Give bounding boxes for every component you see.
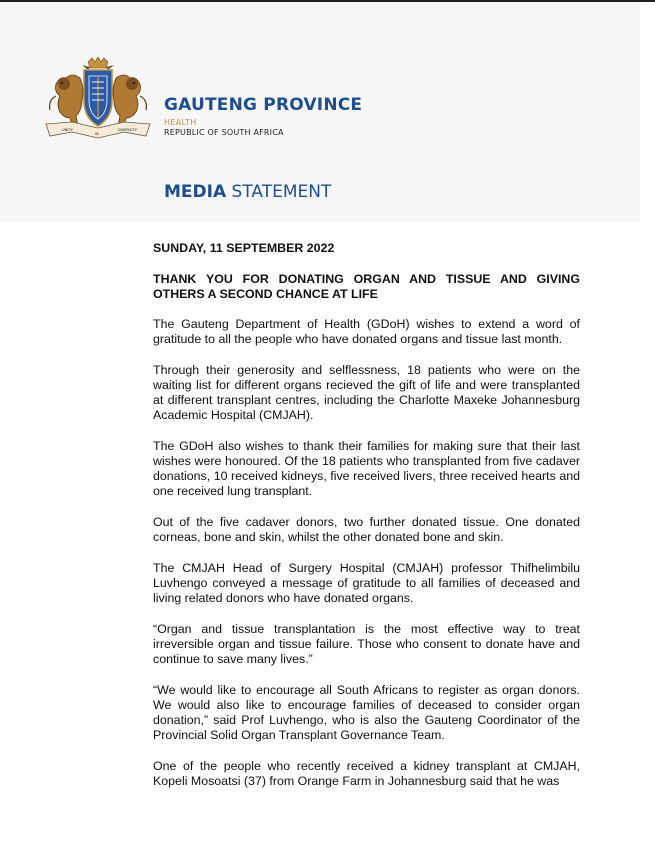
media-title-bold: MEDIA (164, 182, 227, 202)
paragraph: The Gauteng Department of Health (GDoH) wishes to extend a word of gratitude to all the people who have donated organs and tissue last month. (153, 317, 580, 346)
crest-banner-mid: IN (95, 132, 99, 136)
statement-date: SUNDAY, 11 SEPTEMBER 2022 (153, 241, 335, 255)
paragraph: The GDoH also wishes to thank their families for making sure that their last wishes were honoured. Of the 18 patients who transplanted from five cadaver donations, 10 received kidneys, five received livers, three received hearts and one received lung transplant. (153, 439, 580, 498)
country-name: REPUBLIC OF SOUTH AFRICA (164, 128, 284, 137)
crest-banner-right: DIVERSITY (118, 128, 137, 132)
department-name: HEALTH (164, 118, 197, 127)
paragraph: “We would like to encourage all South Africans to register as organ donors. We would also like to encourage families of deceased to consider organ donation,” said Prof Luvhengo, who is also the Gauteng Coordinator of the Provincial Solid Organ Transplant Governance Team. (153, 683, 580, 742)
media-title-rest: STATEMENT (231, 182, 332, 202)
organization-block (164, 95, 362, 137)
crest-banner-left: UNITY (62, 128, 73, 132)
paragraph: Out of the five cadaver donors, two further donated tissue. One donated corneas, bone and skin, whilst the other donated bone and skin. (153, 515, 580, 544)
organization-name: GAUTENG PROVINCE (164, 95, 363, 115)
coat-of-arms-logo (42, 56, 154, 140)
paragraph: Through their generosity and selflessness, 18 patients who were on the waiting list for different organs recieved the gift of life and were transplanted at different transplant centres, including the Charlotte Maxeke Johannesburg Academic Hospital (CMJAH). (153, 363, 580, 422)
media-statement-title (164, 182, 331, 202)
statement-body (153, 241, 580, 805)
paragraph: One of the people who recently received a kidney transplant at CMJAH, Kopeli Mosoatsi (37) from Orange Farm in Johannesburg said that he was (153, 759, 580, 788)
paragraph: The CMJAH Head of Surgery Hospital (CMJAH) professor Thifhelimbilu Luvhengo conveyed a message of gratitude to all families of deceased and living related donors who have donated organs. (153, 561, 580, 605)
statement-headline: THANK YOU FOR DONATING ORGAN AND TISSUE AND GIVING OTHERS A SECOND CHANCE AT LIFE (153, 272, 580, 301)
paragraph: “Organ and tissue transplantation is the most effective way to treat irreversible organ and tissue failure. Those who consent to donate have and continue to save many lives.” (153, 622, 580, 666)
